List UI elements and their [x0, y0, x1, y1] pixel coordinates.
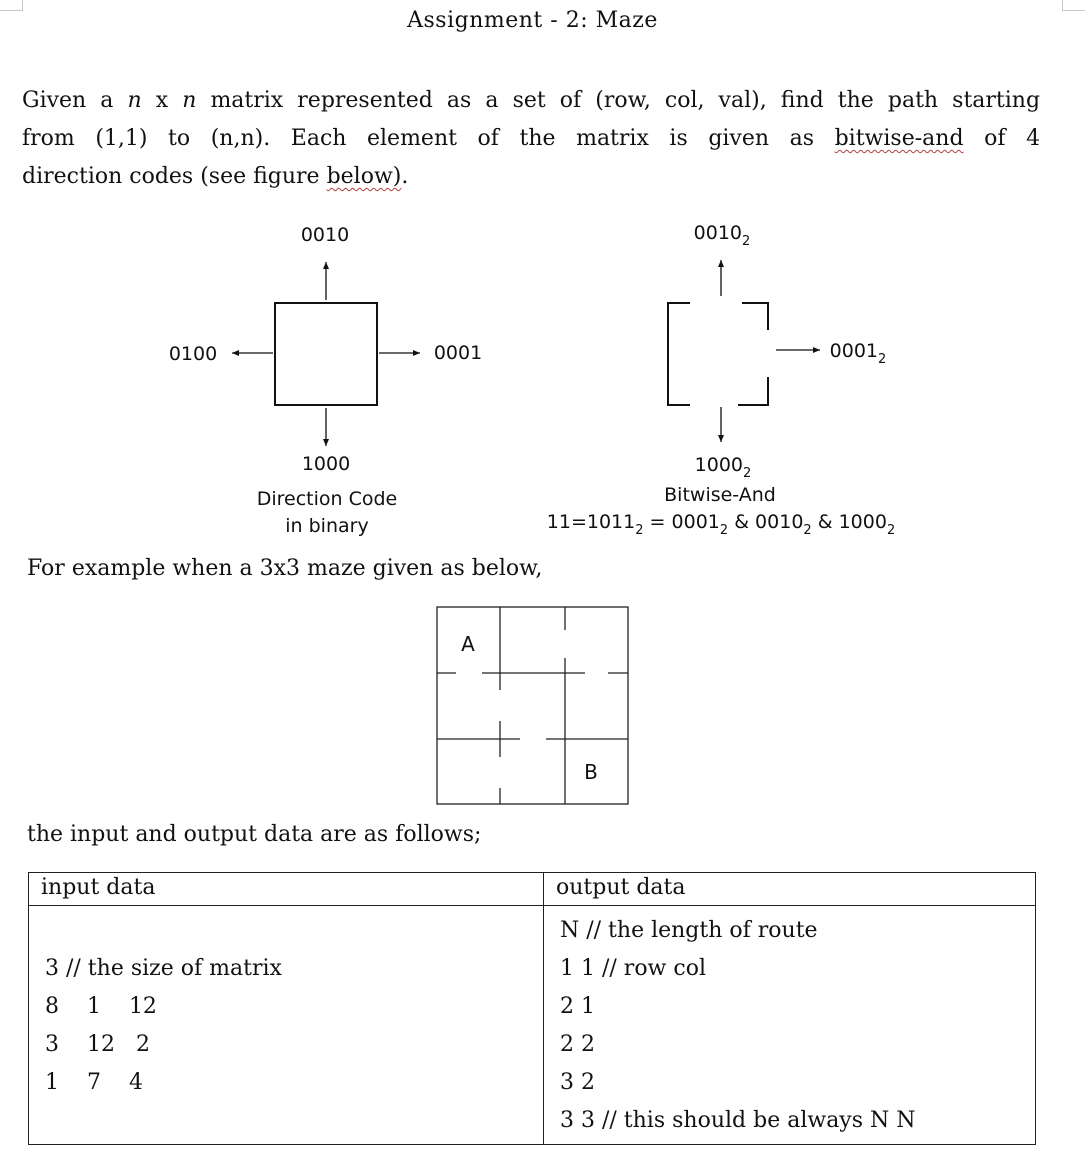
- input-cell: [29, 906, 544, 1145]
- code-up-2: $0010_2$: [693, 222, 751, 249]
- intro-line-2: from (1,1) to (n,n). Each element of the matrix is given as bitwise-and of 4: [22, 126, 1041, 151]
- output-header: output data: [544, 873, 1036, 906]
- code-up: 0010: [300, 224, 350, 246]
- direction-code-figure: [0, 210, 1085, 540]
- input-row: [29, 912, 543, 950]
- wall-top-right: [742, 303, 768, 330]
- spellcheck-word-below: below): [326, 164, 402, 189]
- example-text: For example when a 3x3 maze given as below,: [27, 556, 543, 581]
- input-row: [29, 1102, 543, 1140]
- spellcheck-word-bitwise: bitwise-and: [834, 126, 964, 151]
- output-row: 2 2: [560, 1032, 595, 1057]
- input-row: 1 7 4: [45, 1070, 143, 1095]
- output-row: N // the length of route: [560, 918, 818, 943]
- page-title: Assignment - 2: Maze: [407, 8, 658, 33]
- follows-text: the input and output data are as follows;: [27, 822, 482, 847]
- cell-square: [275, 303, 377, 405]
- input-header: input data: [29, 873, 544, 906]
- output-cell: [544, 906, 1036, 1145]
- maze-diagram: [430, 600, 640, 812]
- wall-left: [668, 303, 690, 405]
- code-right: 0001: [433, 342, 483, 364]
- intro-line-3: direction codes (see figure below).: [22, 164, 409, 189]
- io-table: [28, 872, 1036, 1145]
- intro-line-1: Given a n x n matrix represented as a set of (row, col, val), find the path starting: [22, 88, 1041, 113]
- caption-in-binary: in binary: [285, 515, 369, 537]
- output-row: 3 3 // this should be always N N: [560, 1108, 916, 1133]
- code-right-2: $0001_2$: [829, 340, 887, 367]
- bitwise-equation: $11=1011_2 = 0001_2$ & $0010_2$ & $1000_2$: [546, 511, 896, 538]
- code-down: 1000: [301, 453, 351, 475]
- input-row: 3 12 2: [45, 1032, 150, 1057]
- maze-end-label: B: [584, 760, 598, 784]
- page-corner-mark-right: [1062, 0, 1085, 11]
- wall-bottom-right: [738, 377, 768, 405]
- caption-bitwise-and: Bitwise-And: [664, 484, 776, 506]
- output-row: 2 1: [560, 994, 595, 1019]
- maze-start-label: A: [461, 632, 475, 656]
- input-row: 8 1 12: [45, 994, 157, 1019]
- output-row: 3 2: [560, 1070, 595, 1095]
- code-left: 0100: [168, 343, 218, 365]
- code-down-2: $1000_2$: [694, 454, 752, 481]
- intro-paragraph: [22, 82, 1040, 196]
- output-row: 1 1 // row col: [560, 956, 706, 981]
- input-row: 3 // the size of matrix: [45, 956, 282, 981]
- caption-direction-code: Direction Code: [256, 488, 398, 510]
